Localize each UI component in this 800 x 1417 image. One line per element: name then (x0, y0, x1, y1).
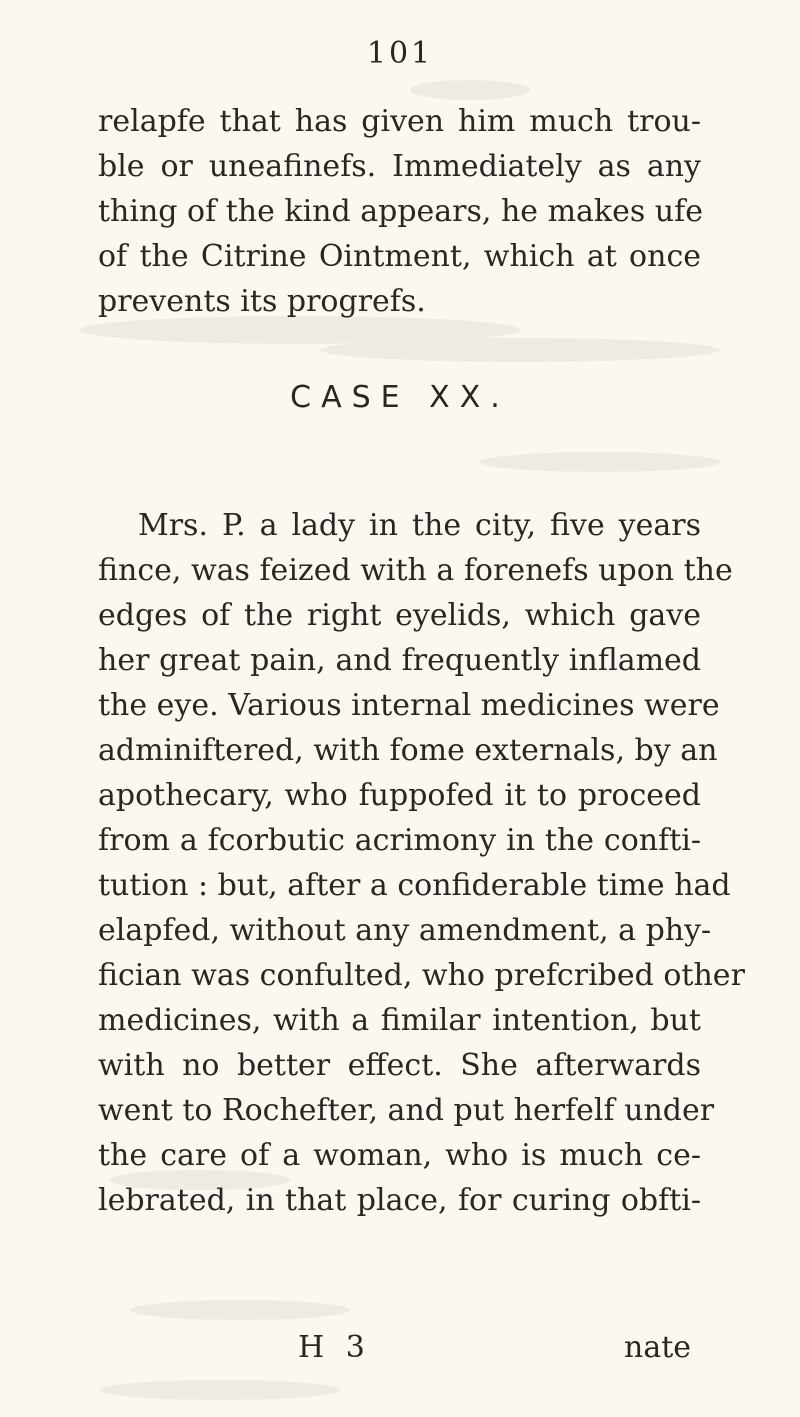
text-line: went to Rochefter, and put herfelf under (98, 1093, 715, 1128)
text-line: with no better effect. She afterwards (98, 1048, 701, 1083)
catchword: nate (624, 1330, 692, 1365)
text-line: elapfed, without any amendment, a phy- (98, 913, 712, 948)
text-line: edges of the right eyelids, which gave (98, 598, 701, 633)
text-line: apothecary, who fuppofed it to proceed (98, 778, 701, 813)
text-line: fician was confulted, who prefcribed other (98, 958, 745, 993)
text-line: fince, was feized with a forenefs upon the (98, 553, 733, 588)
text-line: prevents its progrefs. (98, 284, 426, 319)
page-number: 101 (366, 36, 434, 71)
text-line: medicines, with a fimilar intention, but (98, 1003, 701, 1038)
text-line: thing of the kind appears, he makes ufe (98, 194, 703, 229)
text-line: lebrated, in that place, for curing obfti- (98, 1183, 701, 1218)
case-heading: CASE XX. (290, 380, 510, 415)
text-line: ble or uneafinefs. Immediately as any (98, 149, 701, 184)
text-line: of the Citrine Ointment, which at once (98, 239, 701, 274)
text-line: relapfe that has given him much trou- (98, 104, 701, 139)
text-line: from a fcorbutic acrimony in the confti- (98, 823, 701, 858)
text-line: the care of a woman, who is much ce- (98, 1138, 701, 1173)
text-line: her great pain, and frequently inflamed (98, 643, 701, 678)
text-line: Mrs. P. a lady in the city, five years (138, 508, 701, 543)
signature-mark: H 3 (298, 1330, 371, 1365)
text-line: the eye. Various internal medicines were (98, 688, 720, 723)
text-line: adminiftered, with fome externals, by an (98, 733, 718, 768)
text-line: tution : but, after a confiderable time had (98, 868, 731, 903)
